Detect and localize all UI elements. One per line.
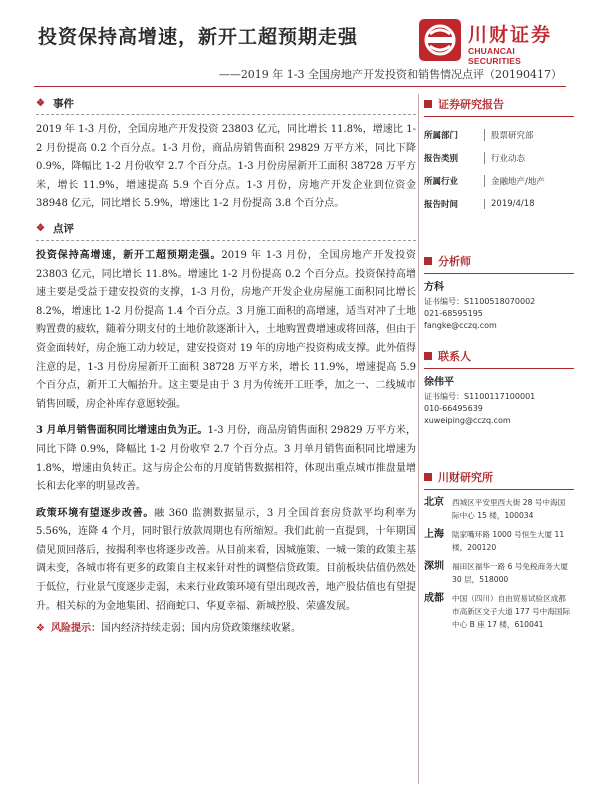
address-shenzhen: [424, 560, 574, 586]
header-divider: [34, 86, 566, 87]
analyst-header: [424, 251, 574, 271]
info-value: 股票研究部: [484, 129, 534, 141]
sidebar-rule: [424, 273, 574, 274]
section-divider: [36, 114, 416, 115]
paragraph-body: 1-3 月份，商品房销售面积 29829 万平方米，同比下降 0.9%，降幅比 1-2 月份收窄 2.7 个百分点。3 月单月销售面积同比增速为 1.8%，增速由负转正。这与房企公布的月度销售数据相符，体现出重点城市推盘量增长和去化率的明显改善。: [36, 425, 416, 493]
section-divider: [36, 240, 416, 241]
analyst-heading: 分析师: [438, 255, 471, 268]
address-chengdu: [424, 592, 574, 631]
report-subtitle: ——2019 年 1-3 全国房地产开发投资和销售情况点评（20190417）: [218, 68, 562, 81]
diamond-bullet-icon: ❖: [36, 223, 45, 235]
address-city: 深圳: [424, 561, 444, 572]
contact-name: 徐伟平: [424, 377, 454, 388]
square-bullet-icon: [424, 352, 432, 360]
sidebar-rule: [424, 489, 574, 490]
diamond-bullet-icon: ❖: [36, 97, 45, 109]
address-text: 西城区平安里西大街 28 号中海国际中心 15 楼，100034: [452, 498, 566, 520]
comment-paragraph-policy: [36, 505, 416, 617]
paragraph-body: 融 360 监测数据显示，3 月全国首套房贷款平均利率为 5.56%，连降 4 个月，同时银行放款周期也有所缩短。我们此前一直提到，十年期国债见顶回落后，按揭利率也将逐步改善。从目前来看，因城施策、一城一策的政策主基调未变，各城市将有更多的政策自主权来针对性的调整信贷政策。目前板块估值仍然处于低位，行业景气度逐步走弱，未来行业政策环境有望出现改善，地产股估值也有望提升。相关标的为金地集团、招商蛇口、华夏幸福、新城控股、荣盛发展。: [36, 507, 416, 612]
logo-english-name: CHUANCAI SECURITIES: [468, 46, 522, 66]
report-info-heading: 证券研究报告: [438, 98, 504, 111]
info-row: [424, 123, 574, 146]
risk-label: 风险提示：: [50, 623, 101, 635]
contact-card: [424, 377, 574, 427]
report-info-header: [424, 94, 574, 114]
analyst-phone: 021-68595195: [424, 309, 483, 318]
contact-heading: 联系人: [438, 350, 471, 363]
info-key: 所属部门: [424, 130, 459, 141]
comment-paragraph-sales: [36, 422, 416, 496]
comment-heading: 点评: [52, 223, 74, 236]
contact-email[interactable]: xuweiping@cczq.com: [424, 416, 511, 425]
risk-text: 国内经济持续走弱；国内房贷政策继续收紧。: [100, 623, 301, 635]
address-text: 中国（四川）自由贸易试验区成都市高新区交子大道 177 号中海国际中心 B 座 17 楼，610041: [452, 594, 571, 629]
info-key: 报告类别: [424, 153, 459, 164]
info-row: [424, 192, 574, 215]
event-heading: 事件: [52, 97, 74, 110]
paragraph-lead: 投资保持高增速，新开工超预期走强。: [36, 249, 222, 261]
chuancai-logo-icon: [418, 18, 462, 62]
main-content: [36, 94, 416, 638]
sidebar-rule: [424, 368, 574, 369]
address-city: 上海: [424, 529, 444, 540]
sidebar: [424, 94, 574, 637]
info-key: 所属行业: [424, 176, 459, 187]
analyst-card: [424, 282, 574, 332]
address-text: 陆家嘴环路 1000 号恒生大厦 11 楼，200120: [452, 530, 565, 552]
square-bullet-icon: [424, 257, 432, 265]
address-city: 北京: [424, 497, 444, 508]
logo-chinese-name: 川财证券: [468, 24, 553, 46]
info-key: 报告时间: [424, 199, 459, 210]
analyst-email[interactable]: fangke@cczq.com: [424, 321, 497, 330]
diamond-bullet-icon: ❖: [36, 623, 45, 635]
comment-section-header: [36, 220, 416, 238]
company-logo: [418, 16, 568, 68]
address-shanghai: [424, 528, 574, 554]
info-value: 2019/4/18: [484, 199, 535, 209]
info-row: [424, 169, 574, 192]
contact-cert: 证书编号：S1100117100001: [424, 392, 536, 401]
info-value: 行业动态: [484, 152, 525, 164]
address-text: 福田区福华一路 6 号免税商务大厦 30 层，518000: [452, 562, 568, 584]
info-row: [424, 146, 574, 169]
address-city: 成都: [424, 593, 444, 604]
contact-phone: 010-66495639: [424, 404, 483, 413]
square-bullet-icon: [424, 100, 432, 108]
analyst-name: 方科: [424, 282, 444, 293]
paragraph-lead: 3 月单月销售面积同比增速由负为正。: [36, 425, 208, 437]
event-section-header: [36, 94, 416, 112]
comment-paragraph-investment: [36, 247, 416, 414]
address-beijing: [424, 496, 574, 522]
sidebar-rule: [424, 116, 574, 117]
report-title: 投资保持高增速，新开工超预期走强: [38, 26, 359, 48]
column-divider: [418, 94, 419, 784]
paragraph-body: 2019 年 1-3 月份，全国房地产开发投资 23803 亿元，同比增长 11.8%。增速比 1-2 月份提高 0.2 个百分点。投资保持高增速主要是受益于建安投资的支撑，1-3 月份，房地产开发企业房屋施工面积同比增长 8.2%，增速比 1-2 月份提高 1.4 个百分点。3 月施工面积的高增速，适当对冲了土地购置费的疲软，随着分期支付的土地价款逐渐计入，土地购置费增速或将回落，但由于资金面转好，房企施工动力较足，建安投资对 19 年的房地产投资构成支撑。此外值得注意的是，1-3 月份房屋新开工面积 38728 万平方米，增长 11.9%，增速提高 5.9 个百分点，新开工大幅抬升。这主要是由于 3 月为传统开工旺季，加之一、二线城市销售回暖，房企补库存意愿较强。: [36, 249, 416, 410]
paragraph-lead: 政策环境有望逐步改善。: [36, 507, 155, 519]
risk-warning: [36, 620, 416, 638]
institute-header: [424, 467, 574, 487]
institute-heading: 川财研究所: [438, 471, 493, 484]
analyst-cert: 证书编号：S1100518070002: [424, 297, 536, 306]
event-paragraph: 2019 年 1-3 月份，全国房地产开发投资 23803 亿元，同比增长 11.8%，增速比 1-2 月份提高 0.2 个百分点。1-3 月份，商品房销售面积 29829 万平方米，同比下降 0.9%，降幅比 1-2 月份收窄 2.7 个百分点。1-3 月份房屋新开工面积 38728 万平方米，增长 11.9%，增速提高 5.9 个百分点。1-3 月份，房地产开发企业到位资金 38948 亿元，同比增长 5.9%，增速比 1-2 月份提高 3.8 个百分点。: [36, 124, 416, 210]
square-bullet-icon: [424, 473, 432, 481]
contact-header: [424, 346, 574, 366]
info-value: 金融地产/地产: [484, 175, 545, 187]
